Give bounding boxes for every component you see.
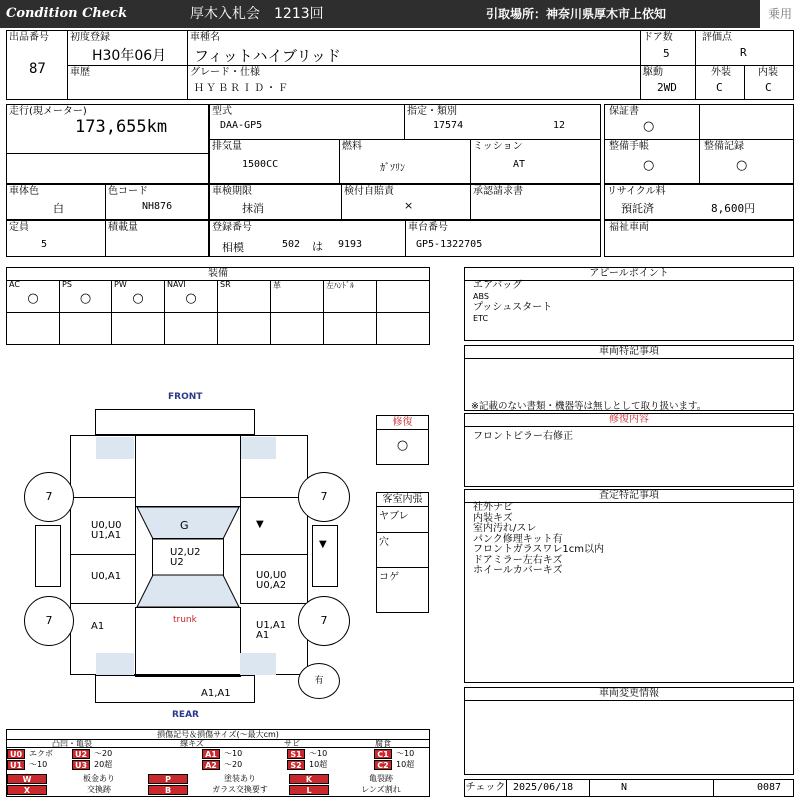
repair-mark-box [376, 415, 429, 465]
change-panel [464, 687, 794, 775]
front-right-door-mark: ▼ [256, 519, 264, 530]
body-color-cell [6, 184, 106, 220]
grade-cell [187, 65, 641, 100]
right-mirror [312, 525, 338, 587]
warranty-label: 保証書 [609, 106, 639, 117]
drive-cell [640, 65, 696, 100]
exterior-cell [695, 65, 745, 100]
legend-desc: 20超 [94, 760, 113, 769]
doors-cell [640, 30, 696, 66]
pickup-location: 引取場所：神奈川県厚木市上依知 [460, 0, 760, 28]
assessment-lines [473, 503, 604, 577]
color-code-value: NH876 [142, 201, 173, 212]
fuel-value: ｶﾞｿﾘﾝ [380, 163, 405, 174]
equipment-item [271, 280, 324, 312]
first-reg-label: 初度登録 [70, 32, 110, 43]
legend-desc: 亀裂跡 [369, 774, 393, 783]
first-reg-cell [67, 30, 188, 66]
mileage-label: 走行(現メーター) [9, 106, 87, 117]
capacity-cell [6, 220, 106, 257]
fuel-cell [339, 139, 471, 184]
equipment-item [7, 280, 60, 312]
reg-no-cell [209, 220, 406, 257]
legend-desc: 10超 [396, 760, 415, 769]
reg-class: 502 [282, 239, 301, 250]
equipment-value: ○ [27, 291, 39, 306]
legend-code: U0 [7, 749, 25, 759]
repair-mark-value: ○ [396, 438, 409, 453]
special-note: ※記載のない書類・機器等は無しとして取り扱います。 [471, 401, 707, 412]
legend-desc: ～10 [224, 749, 243, 758]
lot-cell [6, 30, 68, 100]
insurance-value: × [404, 199, 414, 212]
score-label: 評価点 [702, 32, 732, 43]
legend-group: 凸凹・亀裂 [52, 739, 92, 748]
check-date: 2025/06/18 [513, 782, 574, 793]
cabin-hole: 穴 [379, 537, 389, 548]
legend-code: U2 [72, 749, 90, 759]
color-code-cell [105, 184, 209, 220]
legend-panel [6, 729, 430, 797]
interior-cell [744, 65, 794, 100]
rear-bumper [95, 675, 255, 703]
appeal-panel [464, 267, 794, 341]
equipment-blank-row [7, 313, 429, 344]
warranty-cell [604, 104, 700, 140]
approval-cell [470, 184, 601, 220]
equipment-label: SR [220, 280, 231, 289]
inspection-value: 抹消 [242, 202, 264, 215]
appeal-title: アピールポイント [465, 268, 793, 281]
cabin-title: 客室内張 [377, 493, 428, 507]
displacement-value: 1500CC [242, 159, 279, 170]
appeal-line: エアバッグ [473, 280, 523, 291]
warranty-value: ○ [643, 119, 655, 134]
mileage-extra-cell [6, 153, 209, 184]
rear-right-door-mark: U0,U0 U0,A2 [256, 570, 287, 591]
front-bumper [95, 409, 255, 435]
doors-value: 5 [663, 47, 670, 60]
chassis-label: 車台番号 [408, 222, 448, 233]
mission-label: ミッション [473, 141, 523, 152]
header [0, 0, 800, 28]
body-color-label: 車体色 [9, 186, 39, 197]
legend-code: U3 [72, 760, 90, 770]
equipment-item [112, 280, 165, 312]
grade-value: ＨＹＢＲＩＤ・Ｆ [194, 83, 290, 94]
check-number: 0087 [757, 782, 782, 793]
designation-label: 指定・類別 [407, 106, 457, 117]
appeal-line: ETC [473, 314, 489, 323]
classification-value: 12 [553, 120, 566, 131]
legend-code: P [148, 774, 188, 784]
rear-bumper-mark: A1,A1 [201, 688, 231, 699]
repair-mark-label: 修復 [377, 416, 428, 430]
legend-code: X [7, 785, 47, 795]
recycle-status: 預託済 [621, 202, 654, 215]
load-cell [105, 220, 209, 257]
mission-cell [470, 139, 601, 184]
rear-label: REAR [172, 710, 199, 720]
car-name-label: 車種名 [190, 32, 220, 43]
front-label: FRONT [168, 392, 203, 402]
equipment-item [324, 280, 377, 312]
equipment-title: 装備 [7, 268, 429, 281]
lot-label: 出品番号 [9, 32, 49, 43]
welfare-cell [604, 220, 794, 257]
equipment-value: ○ [185, 291, 197, 306]
legend-group: サビ [284, 739, 300, 748]
assessment-line: 内装キズ [473, 512, 513, 524]
assessment-line: ドアミラー左右キズ [473, 554, 563, 566]
appeal-lines [473, 280, 552, 324]
model-value: DAA-GP5 [220, 120, 263, 131]
repair-panel [464, 413, 794, 487]
legend-code: U1 [7, 760, 25, 770]
car-name: フィットハイブリッド [194, 47, 341, 65]
welfare-label: 福祉車両 [609, 222, 649, 233]
rear-left-tire: 7 [24, 596, 74, 646]
legend-code: L [289, 785, 329, 795]
equipment-extra [377, 280, 429, 312]
record-label: 整備記録 [704, 141, 744, 152]
special-title: 車両特記事項 [465, 346, 793, 359]
fuel-label: 燃料 [342, 141, 362, 152]
score-value: R [740, 46, 747, 59]
legend-code: S2 [287, 760, 305, 770]
equipment-label: PW [114, 280, 127, 289]
legend-code: S1 [287, 749, 305, 759]
cabin-box [376, 492, 429, 613]
rear-right-tire: 7 [298, 596, 350, 646]
rear-right-mark: U1,A1 A1 [256, 620, 287, 641]
left-mirror [35, 525, 61, 587]
right-mirror-mark: ▼ [319, 539, 327, 550]
car-name-cell [187, 30, 641, 66]
equipment-panel [6, 267, 430, 345]
grade-label: グレード・仕様 [190, 67, 260, 78]
record-value: ○ [736, 158, 748, 173]
equipment-item [165, 280, 218, 312]
rear-right-light [240, 653, 276, 675]
brand: Condition Check [0, 0, 160, 28]
repair-text: フロントピラー右修正 [473, 431, 573, 442]
designation-cell [404, 104, 601, 140]
appeal-line: プッシュスタート [473, 302, 553, 313]
capacity-value: 5 [41, 239, 48, 250]
check-label: チェック [465, 780, 507, 796]
auction-title: 厚木入札会 1213回 [160, 0, 460, 28]
warranty-extra-cell [699, 104, 794, 140]
first-reg-value: H30年06月 [92, 48, 167, 64]
assessment-title: 査定特記事項 [465, 490, 793, 503]
legend-code: C2 [374, 760, 392, 770]
equipment-value: ○ [79, 291, 92, 306]
legend-desc: エクボ [29, 749, 53, 758]
reg-number: 9193 [338, 239, 363, 250]
legend-desc: ～10 [396, 749, 415, 758]
assessment-line: パンク修理キット有 [473, 533, 563, 545]
check-mark: N [621, 782, 628, 793]
legend-code: C1 [374, 749, 392, 759]
manual-label: 整備手帳 [609, 141, 649, 152]
assessment-line: フロントガラスワレ1cm以内 [473, 544, 605, 555]
mileage-cell [6, 104, 209, 154]
legend-group: 線キズ [180, 739, 204, 748]
model-label: 型式 [212, 106, 232, 117]
cabin-tear: ヤブレ [379, 511, 409, 522]
cabin-burn: コゲ [379, 572, 399, 583]
history-cell [67, 65, 188, 100]
equipment-label: PS [62, 280, 72, 289]
history-label: 車歴 [70, 67, 90, 78]
chassis-value: GP5-1322705 [416, 239, 483, 250]
equipment-label: NAVI [167, 280, 186, 289]
load-label: 積載量 [108, 222, 138, 233]
legend-desc: ガラス交換要す [212, 785, 268, 794]
displacement-label: 排気量 [212, 141, 242, 152]
front-right-door [240, 497, 308, 555]
car-diagram [0, 385, 375, 725]
legend-desc: 交換跡 [87, 785, 111, 794]
manual-value: ○ [643, 158, 655, 173]
legend-desc: ～20 [224, 760, 243, 769]
spare-tire [298, 663, 340, 699]
manual-cell [604, 139, 700, 184]
legend-code: A2 [202, 760, 220, 770]
insurance-label: 検付自賠責 [344, 186, 394, 197]
color-code-label: 色コード [108, 186, 148, 197]
legend-groups [7, 739, 429, 748]
capacity-label: 定員 [9, 222, 29, 233]
legend-desc: 塗装あり [224, 774, 256, 783]
legend-group: 腐食 [375, 739, 391, 748]
legend-desc: レンズ割れ [361, 785, 401, 794]
change-title: 車両変更情報 [465, 688, 793, 701]
equipment-item [218, 280, 271, 312]
repair-title: 修復内容 [465, 414, 793, 427]
equipment-item [60, 280, 112, 312]
front-right-tire: 7 [298, 472, 350, 522]
equipment-value: ○ [132, 291, 144, 306]
hood [135, 435, 241, 507]
legend-desc: 板金あり [83, 774, 115, 783]
assessment-line: ホイールカバーキズ [473, 565, 563, 576]
reg-area: 相模 [222, 241, 244, 254]
inspection-cell [209, 184, 342, 220]
legend-code: W [7, 774, 47, 784]
legend-rows [7, 748, 429, 772]
model-cell [209, 104, 405, 140]
front-left-door-mark: U0,U0 U1,A1 [91, 520, 122, 541]
appeal-line: ABS [473, 292, 489, 301]
spare-tire-mark: 有 [314, 676, 324, 686]
approval-label: 承認請求書 [473, 186, 523, 197]
legend-desc: ～20 [94, 749, 113, 758]
drive-label: 駆動 [643, 67, 663, 78]
trunk-label: trunk [173, 615, 197, 625]
rear-left-light [96, 653, 134, 675]
drive-value: 2WD [657, 81, 677, 94]
legend-bottom [7, 774, 429, 796]
legend-desc: ～10 [29, 760, 48, 769]
front-left-tire: 7 [24, 472, 74, 522]
mission-value: AT [513, 159, 526, 170]
exterior-value: C [716, 81, 723, 94]
mileage-value: 173,655km [75, 117, 168, 137]
rear-left-door-mark: U0,A1 [91, 571, 122, 582]
displacement-cell [209, 139, 340, 184]
legend-desc: ～10 [309, 749, 328, 758]
doors-label: ドア数 [643, 32, 673, 43]
rear-left-mark: A1 [91, 621, 105, 632]
designation-value: 17574 [433, 120, 464, 131]
interior-label: 内装 [758, 67, 778, 78]
score-cell [695, 30, 794, 66]
assessment-line: 室内汚れ/スレ [473, 523, 537, 534]
inspection-label: 車検期限 [212, 186, 252, 197]
equipment-label: 左ﾊﾝﾄﾞﾙ [326, 281, 354, 290]
legend-desc: 10超 [309, 760, 328, 769]
hood-mark: G [180, 519, 189, 532]
legend-code: K [289, 774, 329, 784]
roof-mark: U2,U2 U2 [170, 547, 201, 568]
equipment-label: 革 [273, 281, 281, 290]
reg-kana: は [312, 240, 323, 253]
legend-title: 損傷記号＆損傷サイズ(～最大cm) [7, 730, 429, 740]
assessment-panel [464, 489, 794, 683]
chassis-cell [405, 220, 601, 257]
record-cell [699, 139, 794, 184]
legend-code: A1 [202, 749, 220, 759]
exterior-label: 外装 [711, 67, 731, 78]
recycle-cell [604, 184, 794, 220]
rear-window [135, 573, 241, 609]
special-panel [464, 345, 794, 411]
equipment-row [7, 280, 429, 312]
equipment-label: AC [9, 280, 20, 289]
assessment-line: 社外ナビ [473, 502, 513, 513]
lot-number: 87 [29, 61, 46, 77]
insurance-cell [341, 184, 471, 220]
category: 乗用 [767, 7, 792, 21]
recycle-fee: 8,600円 [711, 202, 756, 215]
recycle-label: リサイクル料 [607, 186, 666, 197]
legend-code: B [148, 785, 188, 795]
check-row [464, 779, 794, 797]
reg-no-label: 登録番号 [212, 222, 252, 233]
body-color-value: 白 [53, 202, 64, 215]
interior-value: C [765, 81, 772, 94]
